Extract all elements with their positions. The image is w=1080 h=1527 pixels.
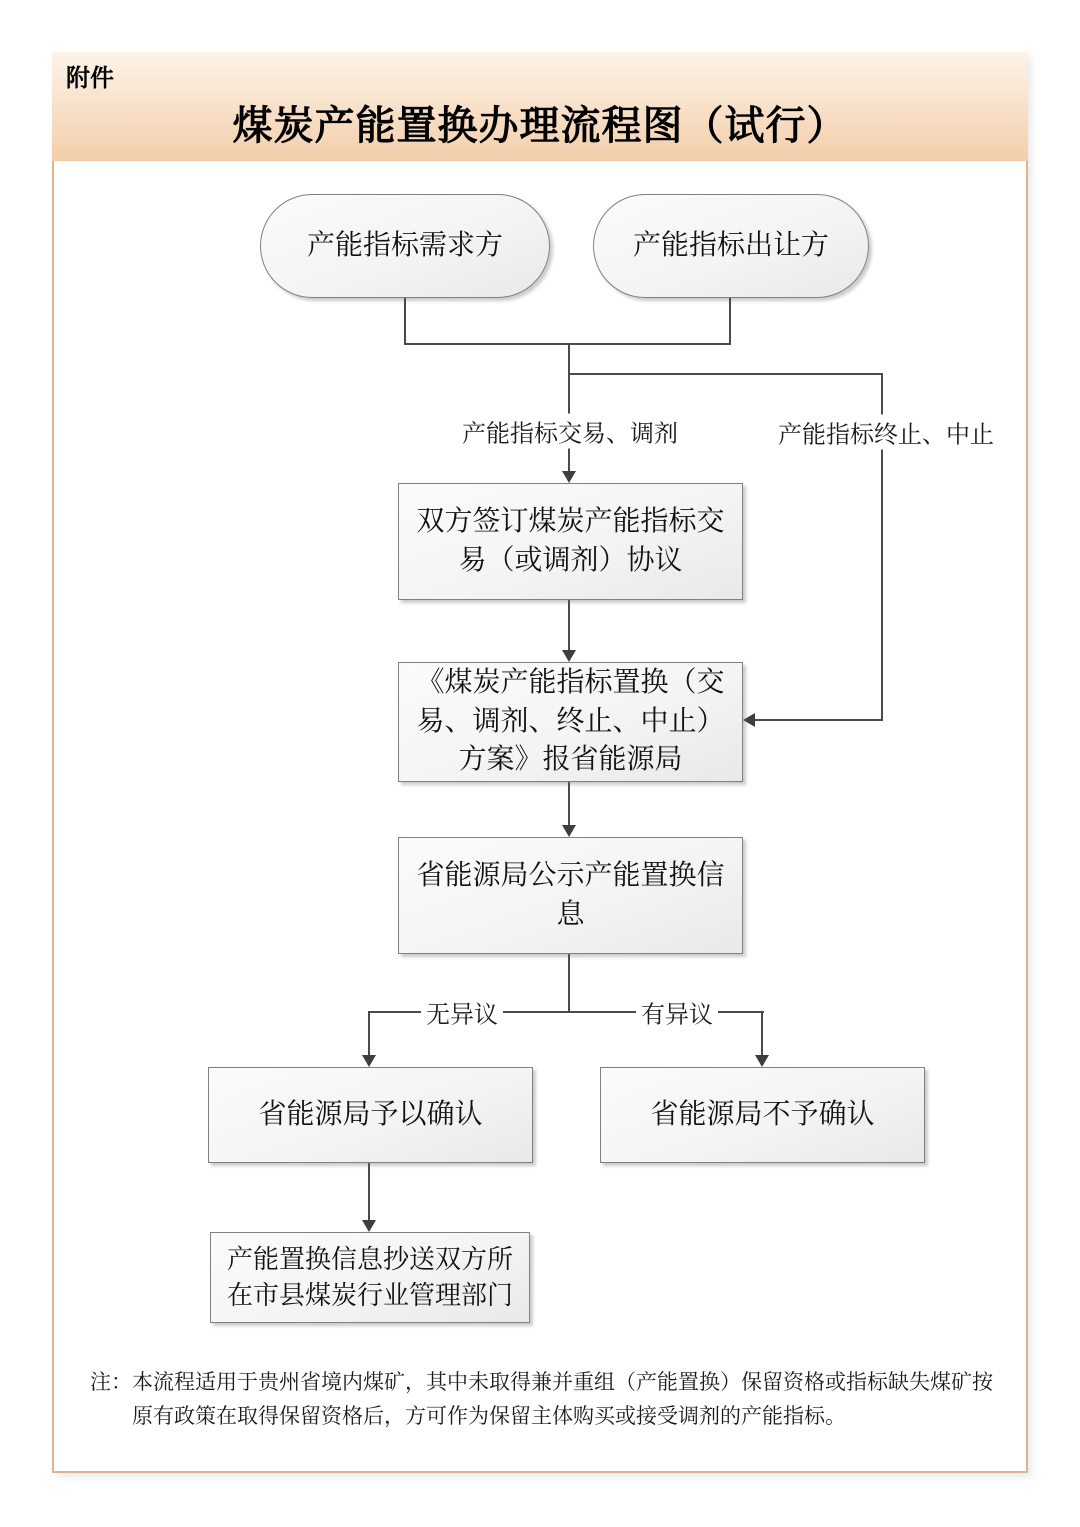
arrow-down-into-sign-icon (562, 471, 576, 483)
edge-label-trade: 产能指标交易、调剂 (457, 414, 683, 449)
footnote-text: 本流程适用于贵州省境内煤矿，其中未取得兼并重组（产能置换）保留资格或指标缺失煤矿按原有政策在取得保留资格后，方可作为保留主体购买或接受调剂的产能指标。 (132, 1370, 993, 1428)
arrow-down-into-confirm-icon (362, 1055, 376, 1067)
connector-confirm-to-copy (368, 1163, 370, 1221)
arrow-left-into-plan-icon (743, 713, 755, 727)
connector-transfer-down (729, 298, 731, 344)
header-band (52, 52, 1028, 161)
connector-objection-down (761, 1011, 763, 1056)
connector-sign-to-plan (568, 600, 570, 651)
connector-terminate-into-plan (755, 719, 883, 721)
connector-no-objection-down (368, 1011, 370, 1056)
connector-branch-horizontal (568, 373, 883, 375)
edge-label-objection: 有异议 (636, 995, 718, 1030)
arrow-down-into-notconfirm-icon (755, 1055, 769, 1067)
node-bureau-not-confirm: 省能源局不予确认 (600, 1067, 925, 1163)
arrow-down-into-copy-icon (362, 1220, 376, 1232)
connector-publicize-down (568, 954, 570, 1012)
node-copy-to-authorities: 产能置换信息抄送双方所在市县煤炭行业管理部门 (210, 1232, 530, 1323)
connector-demand-down (404, 298, 406, 344)
node-capacity-demand-party: 产能指标需求方 (260, 194, 550, 298)
edge-label-no-objection: 无异议 (421, 995, 503, 1030)
arrow-down-into-plan-icon (562, 650, 576, 662)
node-publicize-info: 省能源局公示产能置换信息 (398, 837, 743, 954)
node-capacity-transfer-party: 产能指标出让方 (593, 194, 869, 298)
connector-mid-drop (568, 343, 570, 374)
page-title: 煤炭产能置换办理流程图（试行） (232, 103, 848, 148)
node-submit-plan: 《煤炭产能指标置换（交易、调剂、终止、中止）方案》报省能源局 (398, 662, 743, 782)
connector-plan-to-publicize (568, 782, 570, 826)
node-bureau-confirm: 省能源局予以确认 (208, 1067, 533, 1163)
edge-label-terminate: 产能指标终止、中止 (773, 415, 999, 450)
attachment-label: 附件 (66, 65, 114, 92)
footnote-prefix: 注： (90, 1370, 132, 1394)
footnote (90, 1366, 1002, 1433)
arrow-down-into-publicize-icon (562, 825, 576, 837)
node-sign-agreement: 双方签订煤炭产能指标交易（或调剂）协议 (398, 483, 743, 600)
